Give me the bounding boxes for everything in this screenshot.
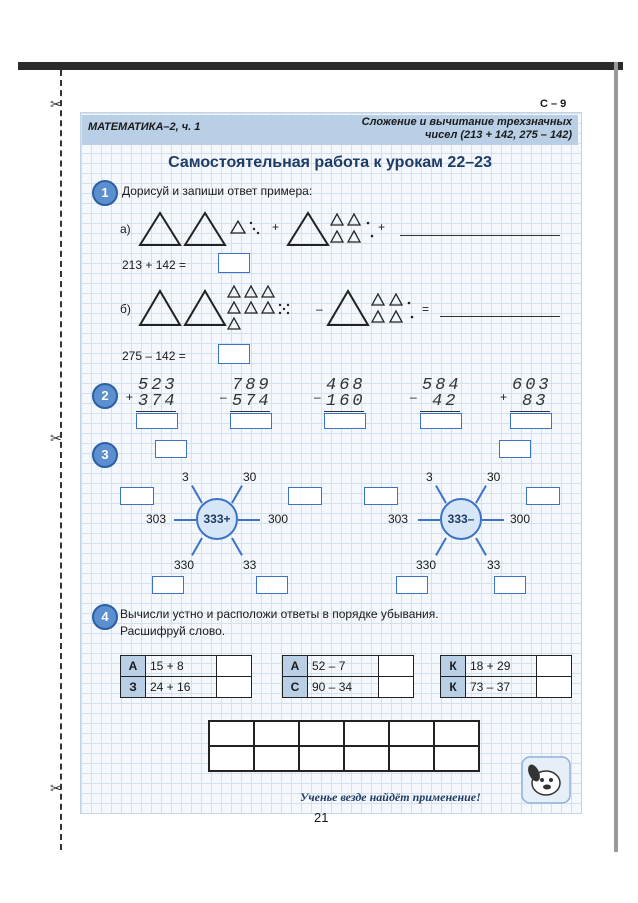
answer-box[interactable] [526, 487, 560, 505]
plus-sign: + [272, 220, 280, 234]
answer-cell[interactable] [254, 721, 299, 746]
scan-border-top [18, 62, 623, 70]
result-cells[interactable] [420, 413, 462, 429]
answer-box[interactable] [256, 576, 288, 594]
bottom-number: 42 [432, 392, 459, 411]
sun-ray [418, 519, 440, 521]
bottom-number: 574 [232, 392, 272, 411]
equation: 213 + 142 = [122, 258, 187, 272]
small-triangle [262, 286, 274, 297]
subtrahend: 330 [416, 558, 437, 572]
sun-ray [475, 538, 487, 556]
code-letter: К [441, 677, 466, 698]
small-triangle [348, 231, 360, 242]
book-title: МАТЕМАТИКА–2, ч. 1 [88, 121, 201, 133]
task-instruction: Дорисуй и запиши ответ примера: [122, 184, 313, 198]
sum-line [324, 411, 364, 412]
code-letter: А [121, 656, 146, 677]
addend: 3 [182, 470, 189, 484]
expression-table [282, 655, 414, 698]
small-triangle [331, 231, 343, 242]
operation-sign: – [410, 390, 417, 404]
scissors-icon: ✂ [50, 780, 62, 796]
bottom-number: 160 [326, 392, 366, 411]
instruction-line: Расшифруй слово. [120, 624, 226, 638]
sun-ray [231, 538, 243, 556]
subtrahend: 303 [388, 512, 409, 526]
result-cells[interactable] [510, 413, 552, 429]
addend: 330 [174, 558, 195, 572]
answer-cell[interactable] [344, 721, 389, 746]
answer-cell[interactable] [537, 656, 572, 677]
number-sun [344, 440, 574, 600]
top-number: 468 [326, 376, 366, 395]
cut-line [60, 70, 62, 850]
answer-cell[interactable] [389, 721, 434, 746]
top-number: 584 [422, 376, 462, 395]
small-triangle [372, 311, 384, 322]
answer-box[interactable] [288, 487, 322, 505]
letter-cell[interactable] [209, 746, 254, 771]
dog-mascot-icon [520, 755, 572, 805]
small-triangle [390, 294, 402, 305]
table-row [441, 677, 572, 698]
expression: 73 – 37 [466, 677, 537, 698]
answer-cell[interactable] [434, 721, 479, 746]
sun-ray [475, 485, 487, 503]
task-number: 4 [92, 604, 118, 630]
answer-box[interactable] [218, 344, 250, 364]
answer-box[interactable] [152, 576, 184, 594]
subtrahend: 30 [487, 470, 501, 484]
bottom-number: 83 [522, 392, 549, 411]
sum-line [230, 411, 270, 412]
answer-cell[interactable] [209, 721, 254, 746]
table-row [209, 721, 479, 746]
table-row [283, 677, 414, 698]
expression: 24 + 16 [146, 677, 217, 698]
code-letter: А [283, 656, 308, 677]
task-number: 1 [92, 180, 118, 206]
big-triangle [140, 213, 180, 245]
footer-motto: Ученье везде найдёт применение! [300, 790, 481, 804]
small-triangle [231, 221, 245, 233]
sun-ray [191, 485, 203, 503]
addend: 303 [146, 512, 167, 526]
answer-cell[interactable] [217, 677, 252, 698]
subtrahend: 3 [426, 470, 433, 484]
letter-cell[interactable] [389, 746, 434, 771]
answer-cell[interactable] [299, 721, 344, 746]
minus-sign: – [316, 302, 323, 316]
page-title: Самостоятельная работа к урокам 22–23 [168, 154, 492, 171]
big-triangle [328, 291, 368, 325]
top-number: 603 [512, 376, 552, 395]
code-letter: З [121, 677, 146, 698]
big-triangle [185, 291, 225, 325]
scan-border-right [614, 62, 618, 852]
answer-box[interactable] [218, 253, 250, 273]
expression-table [440, 655, 572, 698]
expression: 90 – 34 [308, 677, 379, 698]
equals-sign: = [422, 302, 430, 316]
result-cells[interactable] [324, 413, 366, 429]
top-number: 523 [138, 376, 178, 395]
small-triangle [390, 311, 402, 322]
answer-cell[interactable] [537, 677, 572, 698]
small-triangle [331, 214, 343, 225]
instruction-line: Вычисли устно и расположи ответы в порядке убывания. [120, 607, 439, 621]
sun-ray [191, 538, 203, 556]
sun-ray [435, 485, 447, 503]
code-letter: С [283, 677, 308, 698]
small-triangle [245, 302, 257, 313]
small-triangle [372, 294, 384, 305]
equation: 275 – 142 = [122, 349, 186, 363]
answer-cell[interactable] [379, 677, 414, 698]
sun-ray [238, 519, 260, 521]
topic-line: Сложение и вычитание трехзначных [361, 116, 572, 128]
page-code: С – 9 [540, 98, 567, 110]
topic-line: чисел (213 + 142, 275 – 142) [424, 129, 572, 141]
expression-table [120, 655, 252, 698]
table-row [121, 677, 252, 698]
sum-line [510, 411, 550, 412]
result-cells[interactable] [136, 413, 178, 429]
sum-line [420, 411, 460, 412]
answer-line[interactable] [440, 316, 560, 317]
small-triangle [228, 318, 240, 329]
addend: 30 [243, 470, 257, 484]
operation-sign: – [314, 390, 321, 404]
small-triangle [245, 286, 257, 297]
expression: 52 – 7 [308, 656, 379, 677]
page-number: 21 [314, 810, 329, 825]
sun-center: 333– [440, 498, 482, 540]
sun-ray [231, 485, 243, 503]
answer-box[interactable] [120, 487, 154, 505]
small-triangle [228, 302, 240, 313]
result-cells[interactable] [230, 413, 272, 429]
big-triangle [288, 213, 328, 245]
subtask-label: а) [120, 222, 131, 236]
expression: 18 + 29 [466, 656, 537, 677]
sun-ray [482, 519, 504, 521]
scissors-icon: ✂ [50, 430, 62, 446]
small-triangle [348, 214, 360, 225]
sun-ray [174, 519, 196, 521]
answer-word-grid [208, 720, 480, 772]
task-instruction [120, 606, 565, 640]
sun-center: 333+ [196, 498, 238, 540]
subtask-label: б) [120, 302, 131, 316]
lesson-topic [300, 116, 572, 142]
task-number: 2 [92, 383, 118, 409]
answer-cell[interactable] [379, 656, 414, 677]
answer-box[interactable] [494, 576, 526, 594]
bottom-number: 374 [138, 392, 178, 411]
answer-cell[interactable] [217, 656, 252, 677]
triangle-drawing-b [128, 283, 568, 333]
operation-sign: – [220, 390, 227, 404]
table-row [441, 656, 572, 677]
letter-cell[interactable] [344, 746, 389, 771]
letter-cell[interactable] [254, 746, 299, 771]
small-triangle [262, 302, 274, 313]
sun-ray [435, 538, 447, 556]
addend: 33 [243, 558, 257, 572]
big-triangle [185, 213, 225, 245]
expression: 15 + 8 [146, 656, 217, 677]
operation-sign: + [500, 390, 508, 404]
table-row [283, 656, 414, 677]
letter-cell[interactable] [299, 746, 344, 771]
small-triangle [228, 286, 240, 297]
addend: 300 [268, 512, 289, 526]
answer-box[interactable] [155, 440, 187, 458]
top-number: 789 [232, 376, 272, 395]
task-number: 3 [92, 442, 118, 468]
operation-sign: + [126, 390, 134, 404]
table-row [121, 656, 252, 677]
answer-box[interactable] [499, 440, 531, 458]
scissors-icon: ✂ [50, 96, 62, 112]
answer-box[interactable] [364, 487, 398, 505]
sum-line [136, 411, 176, 412]
answer-box[interactable] [396, 576, 428, 594]
subtrahend: 300 [510, 512, 531, 526]
answer-line[interactable] [400, 235, 560, 236]
big-triangle [140, 291, 180, 325]
number-sun [100, 440, 330, 600]
code-letter: К [441, 656, 466, 677]
letter-cell[interactable] [434, 746, 479, 771]
subtrahend: 33 [487, 558, 501, 572]
table-row [209, 746, 479, 771]
plus-sign: + [378, 220, 386, 234]
triangle-drawing-a [128, 205, 568, 250]
